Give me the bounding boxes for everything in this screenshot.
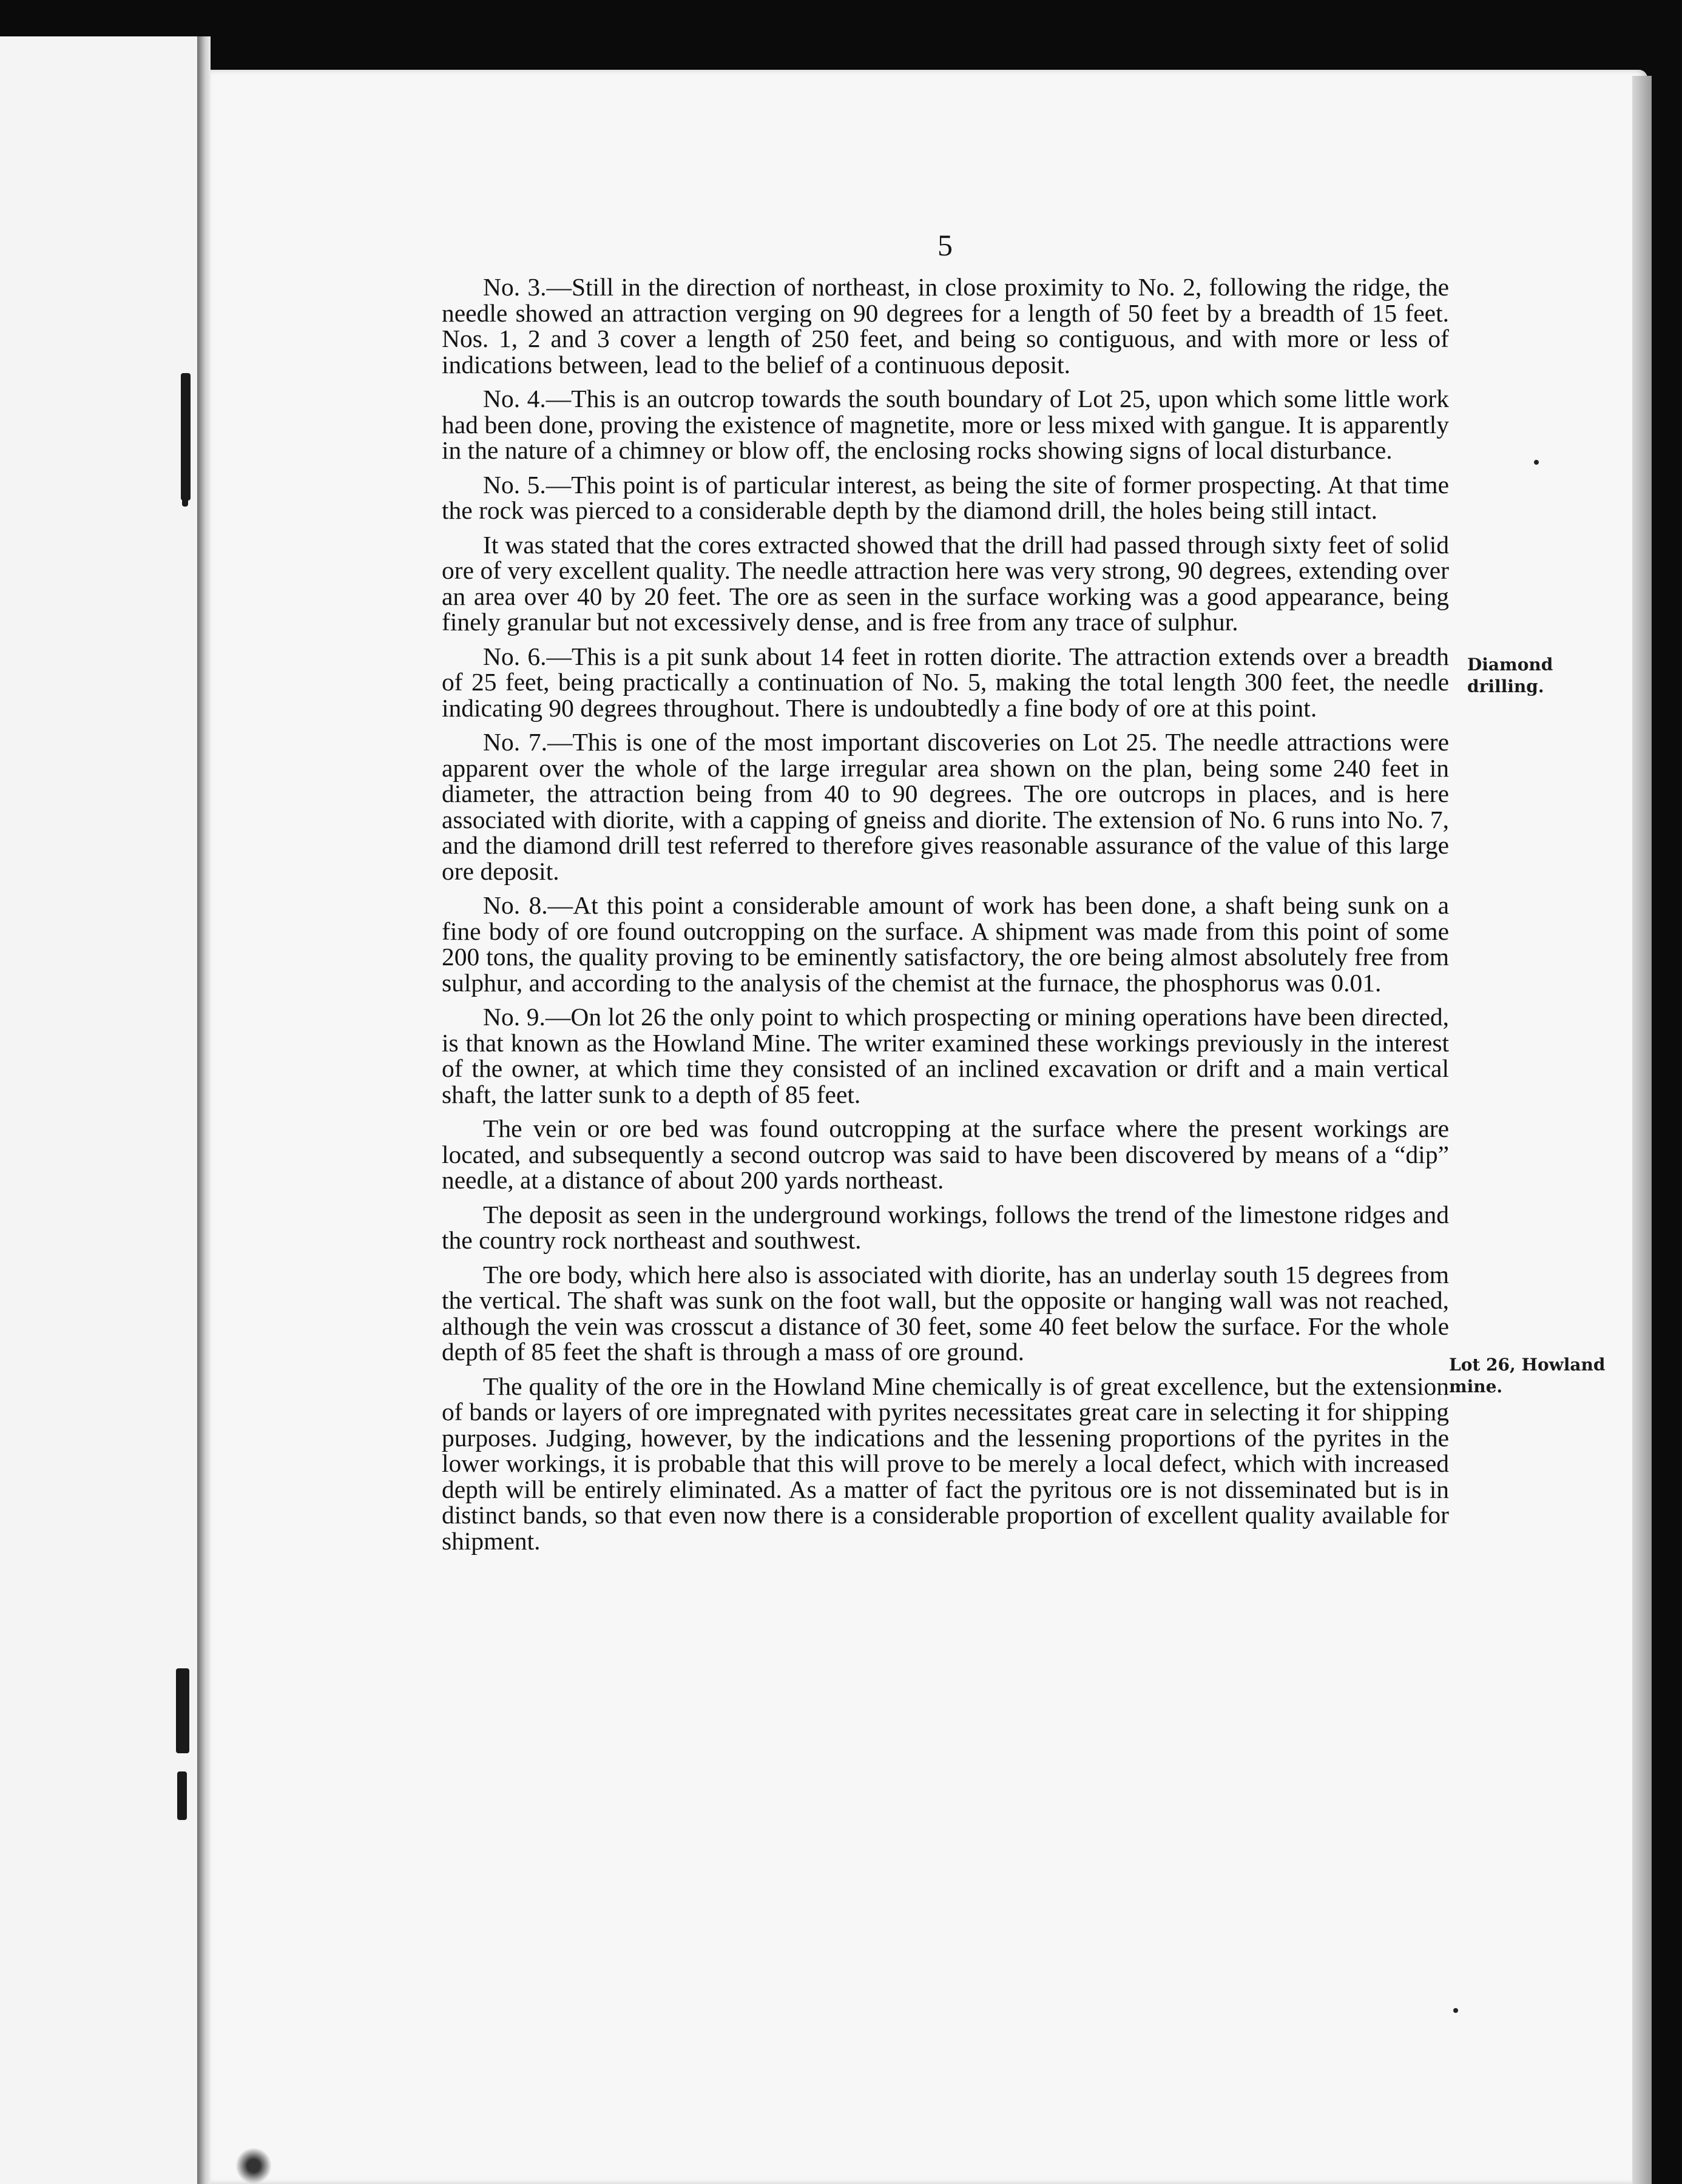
corner-blot	[235, 2148, 272, 2184]
binding-mark	[181, 373, 191, 500]
paragraph: No. 5.—This point is of particular interest, as being the site of former prospecting. At that time the rock was pierced to a considerable depth by the diamond drill, the holes being still intact.	[442, 470, 1449, 524]
body-text	[442, 274, 1449, 1562]
paragraph: No. 9.—On lot 26 the only point to which prospecting or mining operations have been directed, is that known as the Howland Mine. The writer examined these workings previously in the interest of the owner, at which time they consisted of an inclined excavation or drift and a main vertical shaft, the latter sunk to a depth of 85 feet.	[442, 1003, 1449, 1108]
paragraph: No. 3.—Still in the direction of northeast, in close proximity to No. 2, following the ridge, the needle showed an attraction verging on 90 degrees for a length of 50 feet by a breadth of 15 feet. Nos. 1, 2 and 3 cover a length of 250 feet, and being so contiguous, and with more or less of indications between, lead to the belief of a continuous deposit.	[442, 273, 1449, 379]
ink-speck	[1453, 2008, 1458, 2013]
paragraph: No. 4.—This is an outcrop towards the south boundary of Lot 25, upon which some little work had been done, proving the existence of magnetite, more or less mixed with gangue. It is apparently in the nature of a chimney or blow off, the enclosing rocks showing signs of local disturbance.	[442, 385, 1449, 464]
binding-mark	[176, 1668, 189, 1753]
paragraph: No. 7.—This is one of the most important discoveries on Lot 25. The needle attractions were apparent over the whole of the large irregular area shown on the plan, being some 240 feet in diameter, the attraction being from 40 to 90 degrees. The ore outcrops in places, and is here associated with diorite, with a capping of gneiss and diorite. The extension of No. 6 runs into No. 7, and the diamond drill test referred to therefore gives reasonable assurance of the value of this large ore deposit.	[442, 728, 1449, 885]
binding-mark	[182, 482, 188, 507]
margin-note-line: Lot 26, Howland	[1449, 1355, 1606, 1375]
paragraph: It was stated that the cores extracted showed that the drill had passed through sixty feet of solid ore of very excellent quality. The needle attraction here was very strong, 90 degrees, extending over an area over 40 by 20 feet. The ore as seen in the surface working was a good appearance, being finely granular but not excessively dense, and is free from any trace of sulphur.	[442, 530, 1449, 636]
paragraph: The deposit as seen in the underground workings, follows the trend of the limestone ridges and the country rock northeast and southwest.	[442, 1200, 1449, 1254]
paragraph: The quality of the ore in the Howland Mine chemically is of great excellence, but the extension of bands or layers of ore impregnated with pyrites necessitates great care in selecting it for shipping purposes. Judging, however, by the indications and the lessening proportions of the pyrites in the lower workings, it is probable that this will prove to be merely a local defect, which with increased depth will be entirely eliminated. As a matter of fact the pyritous ore is not disseminated but is in distinct bands, so that even now there is a considerable proportion of excellent quality available for shipment.	[442, 1372, 1449, 1555]
margin-note-howland-mine	[1449, 1354, 1605, 1398]
margin-note-line: drilling.	[1467, 676, 1544, 696]
paragraph: The ore body, which here also is associated with diorite, has an underlay south 15 degrees from the vertical. The shaft was sunk on the foot wall, but the opposite or hanging wall was not reached, although the vein was crosscut a distance of 30 feet, some 40 feet below the surface. For the whole depth of 85 feet the shaft is through a mass of ore ground.	[442, 1260, 1449, 1366]
paragraph: The vein or ore bed was found outcropping at the surface where the present workings are located, and subsequently a second outcrop was said to have been discovered by means of a “dip” needle, at a distance of about 200 yards northeast.	[442, 1114, 1449, 1194]
page-gutter	[197, 36, 211, 2184]
paragraph: No. 6.—This is a pit sunk about 14 feet in rotten diorite. The attraction extends over a breadth of 25 feet, being practically a continuation of No. 5, making the total length 300 feet, the needle indicating 90 degrees throughout. There is undoubtedly a fine body of ore at this point.	[442, 642, 1449, 722]
previous-page-edge	[0, 36, 197, 2184]
margin-note-diamond-drilling	[1467, 654, 1553, 698]
binding-mark	[177, 1771, 187, 1820]
page-edge	[1632, 76, 1652, 2184]
paragraph: No. 8.—At this point a considerable amount of work has been done, a shaft being sunk on a fine body of ore found outcropping on the surface. A shipment was made from this point of some 200 tons, the quality proving to be eminently satisfactory, the ore being almost absolutely free from sulphur, and according to the analysis of the chemist at the furnace, the phosphorus was 0.01.	[442, 891, 1449, 997]
page-number: 5	[937, 228, 953, 262]
margin-note-line: mine.	[1449, 1377, 1503, 1397]
margin-note-line: Diamond	[1467, 655, 1553, 675]
ink-speck	[1534, 460, 1539, 465]
